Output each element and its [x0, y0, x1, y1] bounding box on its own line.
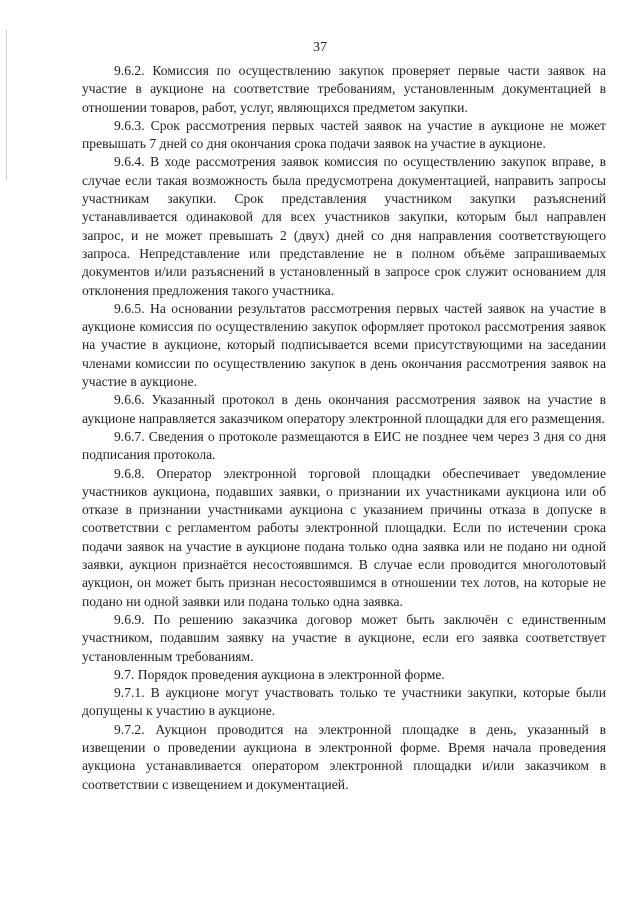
page-number: 37 [313, 40, 327, 55]
paragraph-9-6-3: 9.6.3. Срок рассмотрения первых частей заявок на участие в аукционе не может превышать 7 дней со дня окончания срока подачи заявок на участие в аукционе. [82, 117, 606, 152]
paragraph-9-7-1: 9.7.1. В аукционе могут участвовать только те участники закупки, которые были допущены к участию в аукционе. [82, 685, 606, 719]
paragraph-9-6-7: 9.6.7. Сведения о протоколе размещаются в ЕИС не позднее чем через 3 дня со дня подписания протокола. [82, 428, 606, 463]
paragraph-9-7-2: 9.7.2. Аукцион проводится на электронной площадке в день, указанный в извещении о проведении аукциона в электронной форме. Время начала проведения аукциона устанавливается оператором электронной площадки и/или заказчиком в соответствии с извещением и документацией. [82, 721, 606, 792]
paragraph-9-6-2: 9.6.2. Комиссия по осуществлению закупок проверяет первые части заявок на участие в аукционе на соответствие требованиям, установленным документацией в отношении товаров, работ, услуг, являющихся предметом закупки. [82, 63, 606, 115]
paragraph-9-6-9: 9.6.9. По решению заказчика договор может быть заключён с единственным участником, подавшим заявку на участие в аукционе, если его заявка соответствует установленным требованиям. [82, 611, 606, 664]
paragraph-9-6-8: 9.6.8. Оператор электронной торговой площадки обеспечивает уведомление участников аукциона, подавших заявки, о признании их участниками аукциона или об отказе в признании участниками аукциона с указанием причины отказа в допуске в соответствии с регламентом работы электронной площадки. Если по истечении срока подачи заявок на участие в аукционе подана только одна заявка или не подано ни одной заявки, аукцион признаётся несостоявшимся. В случае если проводится многолотовый аукцион, он может быть признан несостоявшимся в отношении тех лотов, на которые не подано ни одной заявки или подана только одна заявка. [82, 465, 606, 609]
paragraph-9-6-4: 9.6.4. В ходе рассмотрения заявок комиссия по осуществлению закупок вправе, в случае если такая возможность была предусмотрена документацией, направить запросы участникам закупки. Срок представления участником закупки разъяснений устанавливается одинаковой для всех участников закупки, которым был направлен запрос, и не может превышать 2 (двух) дней со дня направления соответствующего запроса. Непредставление или представление не в полном объёме запрашиваемых документов и/или разъяснений в установленный в запросе срок служит основанием для отклонения предложения такого участника. [82, 154, 606, 298]
document-body [82, 62, 606, 794]
paragraph-9-7: 9.7. Порядок проведения аукциона в электронной форме. [114, 666, 445, 682]
paragraph-9-6-5: 9.6.5. На основании результатов рассмотрения первых частей заявок на участие в аукционе комиссия по осуществлению закупок оформляет протокол рассмотрения заявок на участие в аукционе, который подписывается всеми присутствующими на заседании членами комиссии по осуществлению закупок в день окончания рассмотрения заявок на участие в аукционе. [82, 300, 606, 390]
paragraph-9-6-6: 9.6.6. Указанный протокол в день окончания рассмотрения заявок на участие в аукционе направляется заказчиком оператору электронной площадки для его размещения. [82, 392, 606, 426]
